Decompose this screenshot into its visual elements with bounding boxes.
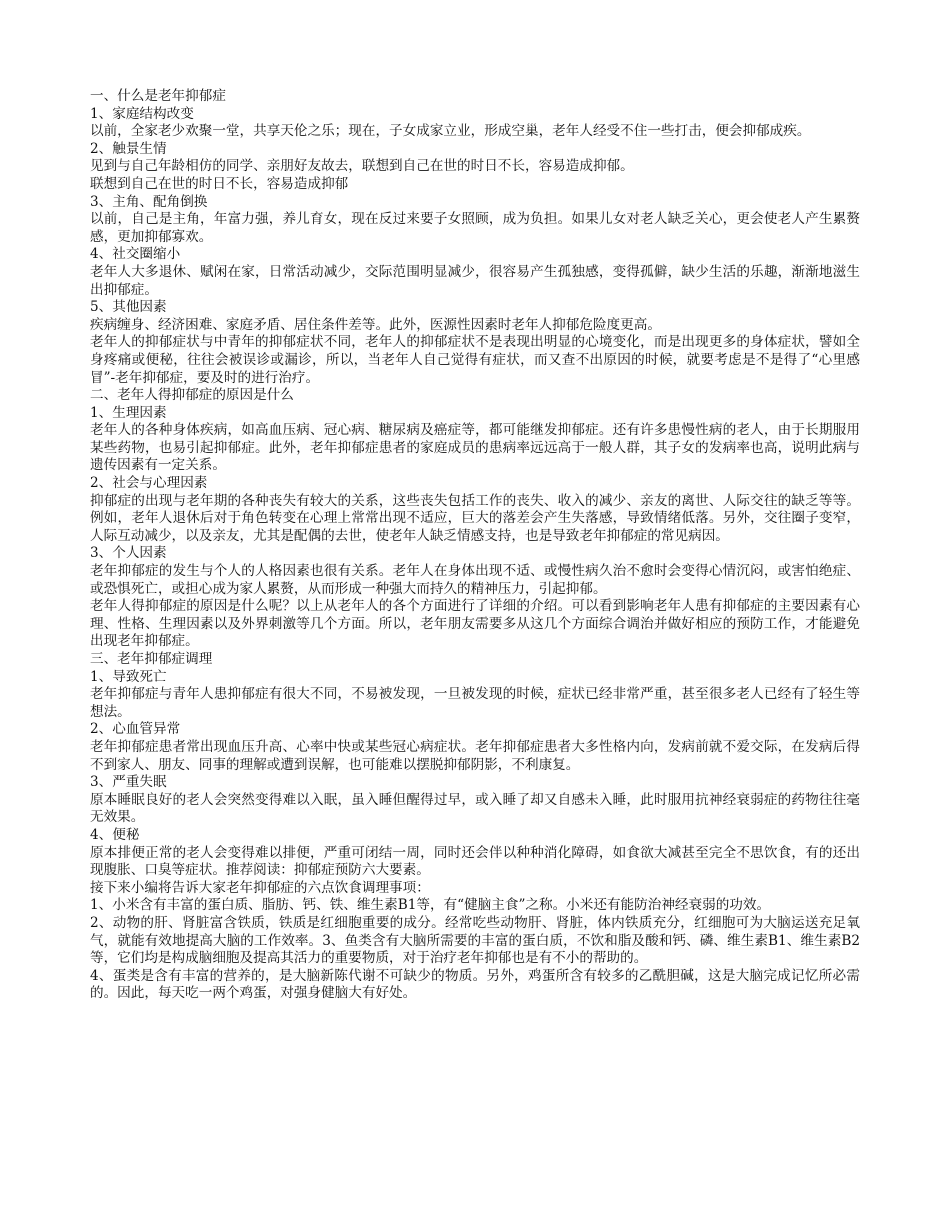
subheading: 4、便秘 [90, 826, 140, 843]
paragraph: 老年抑郁症患者常出现血压升高、心率中快或某些冠心病症状。老年抑郁症患者大多性格内向，发病前就不爱交际，在发病后得不到家人、朋友、同事的理解或遭到误解，也可能难以摆脱抑郁阴影，不利康复。 [90, 738, 860, 773]
paragraph: 老年人的各种身体疾病，如高血压病、冠心病、糖尿病及癌症等，都可能继发抑郁症。还有许多患慢性病的老人，由于长期服用某些药物，也易引起抑郁症。此外，老年抑郁症患者的家庭成员的患病率远远高于一般人群，其子女的发病率也高，说明此病与遗传因素有一定关系。 [90, 422, 860, 474]
subheading: 2、心血管异常 [90, 721, 181, 738]
paragraph: 老年人得抑郁症的原因是什么呢？以上从老年人的各个方面进行了详细的介绍。可以看到影响老年人患有抑郁症的主要因素有心理、性格、生理因素以及外界刺激等几个方面。所以，老年朋友需要多从这几个方面综合调治并做好相应的预防工作，才能避免出现老年抑郁症。 [90, 598, 860, 650]
subheading: 1、生理因素 [90, 404, 167, 421]
subheading: 1、导致死亡 [90, 668, 167, 685]
paragraph: 原本睡眠良好的老人会突然变得难以入眠，虽入睡但醒得过早，或入睡了却又自感未入睡，此时服用抗神经衰弱症的药物往往毫无效果。 [90, 791, 860, 826]
paragraph: 1、小米含有丰富的蛋白质、脂肪、钙、铁、维生素B1等，有“健脑主食”之称。小米还有能防治神经衰弱的功效。 [90, 897, 771, 914]
subheading: 2、社会与心理因素 [90, 475, 208, 492]
paragraph: 抑郁症的出现与老年期的各种丧失有较大的关系，这些丧失包括工作的丧失、收入的减少、亲友的离世、人际交往的缺乏等等。例如，老年人退休后对于角色转变在心理上常常出现不适应，巨大的落差会产生失落感，导致情绪低落。另外，交往圈子变窄，人际互动减少，以及亲友，尤其是配偶的去世，使老年人缺乏情感支持，也是导致老年抑郁症的常见病因。 [90, 492, 860, 544]
subheading: 1、家庭结构改变 [90, 105, 194, 122]
paragraph: 疾病缠身、经济困难、家庭矛盾、居住条件差等。此外，医源性因素时老年人抑郁危险度更高。 [90, 316, 661, 333]
paragraph: 2、动物的肝、肾脏富含铁质，铁质是红细胞重要的成分。经常吃些动物肝、肾脏，体内铁质充分，红细胞可为大脑运送充足氧气，就能有效地提高大脑的工作效率。3、鱼类含有大脑所需要的丰富的蛋白质，不饮和脂及酸和钙、磷、维生素B1、维生素B2等，它们均是构成脑细胞及提高其活力的重要物质，对于治疗老年抑郁也是有不小的帮助的。 [90, 914, 860, 967]
section-heading-1: 一、什么是老年抑郁症 [90, 88, 226, 104]
paragraph: 原本排便正常的老人会变得难以排便，严重可闭结一周，同时还会伴以种种消化障碍，如食欲大减甚至完全不思饮食，有的还出现腹胀、口臭等症状。推荐阅读：抑郁症预防六大要素。 [90, 844, 860, 879]
section-heading-3: 三、老年抑郁症调理 [90, 651, 213, 667]
paragraph: 老年抑郁症与青年人患抑郁症有很大不同，不易被发现，一旦被发现的时候，症状已经非常严重，甚至很多老人已经有了轻生等想法。 [90, 686, 860, 720]
subheading: 3、个人因素 [90, 545, 167, 562]
paragraph: 以前，自己是主角，年富力强，养儿育女，现在反过来要子女照顾，成为负担。如果儿女对老人缺乏关心，更会使老人产生累赘感，更加抑郁寡欢。 [90, 211, 860, 245]
paragraph: 老年抑郁症的发生与个人的人格因素也很有关系。老年人在身体出现不适、或慢性病久治不愈时会变得心情沉闷，或害怕绝症、或恐惧死亡，或担心成为家人累赘，从而形成一种强大而持久的精神压力，引起抑郁。 [90, 563, 860, 597]
subheading: 2、触景生情 [90, 140, 167, 157]
subheading: 5、其他因素 [90, 299, 167, 316]
paragraph: 老年人大多退休、赋闲在家，日常活动减少，交际范围明显减少，很容易产生孤独感，变得孤僻，缺少生活的乐趣，渐渐地滋生出抑郁症。 [90, 263, 860, 298]
subheading: 3、主角、配角倒换 [90, 193, 208, 210]
section-heading-2: 二、老年人得抑郁症的原因是什么 [90, 387, 294, 404]
paragraph: 见到与自己年龄相仿的同学、亲朋好友故去，联想到自己在世的时日不长，容易造成抑郁。 [90, 158, 634, 175]
subheading: 4、社交圈缩小 [90, 246, 181, 263]
paragraph: 以前，全家老少欢聚一堂，共享天伦之乐；现在，子女成家立业，形成空巢，老年人经受不住一些打击，便会抑郁成疾。 [90, 123, 811, 140]
paragraph: 4、蛋类是含有丰富的营养的，是大脑新陈代谢不可缺少的物质。另外，鸡蛋所含有较多的乙酰胆碱，这是大脑完成记忆所必需的。因此，每天吃一两个鸡蛋，对强身健脑大有好处。 [90, 967, 860, 1002]
paragraph: 接下来小编将告诉大家老年抑郁症的六点饮食调理事项： [90, 879, 430, 896]
subheading: 3、严重失眠 [90, 774, 167, 791]
paragraph: 老年人的抑郁症状与中青年的抑郁症状不同，老年人的抑郁症状不是表现出明显的心境变化，而是出现更多的身体症状，譬如全身疼痛或便秘，往往会被误诊或漏诊，所以，当老年人自己觉得有症状，而又查不出原因的时候，就要考虑是不是得了“心里感冒”-老年抑郁症，要及时的进行治疗。 [90, 334, 860, 386]
paragraph: 联想到自己在世的时日不长，容易造成抑郁 [90, 175, 349, 192]
